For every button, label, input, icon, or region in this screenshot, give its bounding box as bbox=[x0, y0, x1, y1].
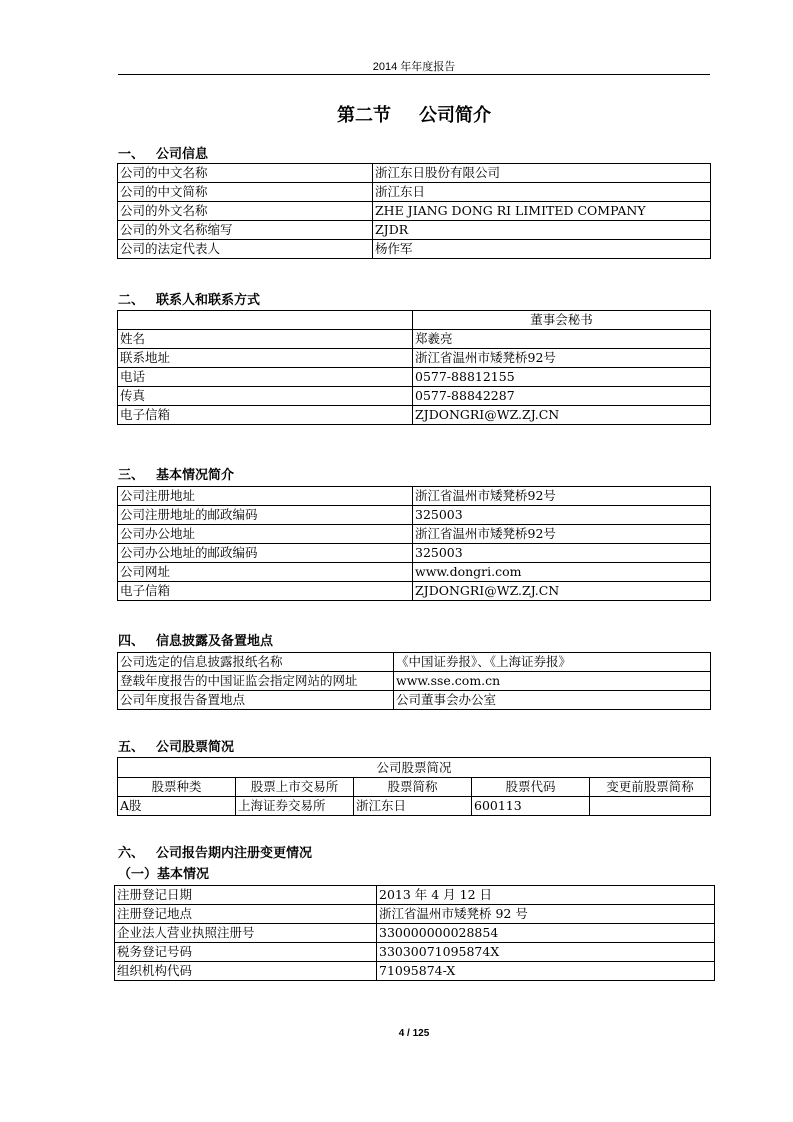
page-number: 4 / 125 bbox=[398, 1028, 430, 1039]
table-header-row bbox=[118, 778, 711, 797]
row-label: 税务登记号码 bbox=[115, 943, 377, 962]
row-value: ZHE JIANG DONG RI LIMITED COMPANY bbox=[373, 202, 711, 221]
column-header: 变更前股票简称 bbox=[590, 778, 711, 797]
row-value: 浙江省温州市矮凳桥 92 号 bbox=[377, 905, 715, 924]
row-value: 《中国证券报》、《上海证券报》 bbox=[394, 653, 711, 672]
row-label: 公司办公地址 bbox=[118, 525, 413, 544]
column-header: 股票上市交易所 bbox=[236, 778, 354, 797]
table-row bbox=[118, 368, 711, 387]
row-value: 公司董事会办公室 bbox=[394, 691, 711, 710]
row-value: 杨作军 bbox=[373, 240, 711, 259]
disclosure-table bbox=[117, 652, 711, 710]
table-header-row bbox=[118, 311, 711, 330]
table-row bbox=[115, 924, 715, 943]
row-value: ZJDONGRI@WZ.ZJ.CN bbox=[413, 406, 711, 425]
table-row bbox=[118, 691, 711, 710]
table-cell: 浙江东日 bbox=[354, 797, 472, 816]
table-row bbox=[118, 202, 711, 221]
table-row bbox=[115, 943, 715, 962]
row-label: 姓名 bbox=[118, 330, 413, 349]
table-cell: 上海证券交易所 bbox=[236, 797, 354, 816]
row-label: 公司办公地址的邮政编码 bbox=[118, 544, 413, 563]
row-label: 组织机构代码 bbox=[115, 962, 377, 981]
row-value: 郑羲亮 bbox=[413, 330, 711, 349]
section-heading-4: 四、 信息披露及备置地点 bbox=[118, 634, 274, 649]
column-header: 股票简称 bbox=[354, 778, 472, 797]
row-label: 登载年度报告的中国证监会指定网站的网址 bbox=[118, 672, 394, 691]
table-row bbox=[118, 387, 711, 406]
row-label: 公司的外文名称 bbox=[118, 202, 373, 221]
row-value: 浙江省温州市矮凳桥92号 bbox=[413, 349, 711, 368]
row-value: 330000000028854 bbox=[377, 924, 715, 943]
table-cell: 600113 bbox=[472, 797, 590, 816]
table-row bbox=[118, 406, 711, 425]
company-info-table bbox=[117, 163, 711, 259]
registration-table bbox=[114, 885, 715, 981]
row-value: 浙江省温州市矮凳桥92号 bbox=[413, 487, 711, 506]
row-value: www.dongri.com bbox=[413, 563, 711, 582]
column-header: 股票种类 bbox=[118, 778, 236, 797]
table-row bbox=[118, 797, 711, 816]
row-label: 公司的中文名称 bbox=[118, 164, 373, 183]
table-row bbox=[115, 905, 715, 924]
row-value: 325003 bbox=[413, 544, 711, 563]
basic-info-table bbox=[117, 486, 711, 601]
row-value: 0577-88842287 bbox=[413, 387, 711, 406]
row-label: 公司注册地址的邮政编码 bbox=[118, 506, 413, 525]
header-divider bbox=[118, 74, 710, 75]
section-heading-1: 一、 公司信息 bbox=[118, 147, 209, 162]
page-header: 2014 年年度报告 bbox=[372, 61, 456, 73]
row-value: ZJDONGRI@WZ.ZJ.CN bbox=[413, 582, 711, 601]
row-label: 公司注册地址 bbox=[118, 487, 413, 506]
row-label: 公司的中文简称 bbox=[118, 183, 373, 202]
row-label: 联系地址 bbox=[118, 349, 413, 368]
table-row bbox=[118, 330, 711, 349]
table-title: 公司股票简况 bbox=[118, 758, 711, 778]
row-value: 33030071095874X bbox=[377, 943, 715, 962]
table-row bbox=[118, 183, 711, 202]
row-label: 电子信箱 bbox=[118, 582, 413, 601]
table-title-row bbox=[118, 758, 711, 778]
table-row bbox=[118, 563, 711, 582]
row-label: 电子信箱 bbox=[118, 406, 413, 425]
table-row bbox=[118, 164, 711, 183]
row-value: ZJDR bbox=[373, 221, 711, 240]
table-cell bbox=[590, 797, 711, 816]
table-row bbox=[118, 240, 711, 259]
row-label: 电话 bbox=[118, 368, 413, 387]
table-row bbox=[115, 962, 715, 981]
stock-table bbox=[117, 757, 711, 816]
row-label: 公司的法定代表人 bbox=[118, 240, 373, 259]
table-row bbox=[118, 506, 711, 525]
table-row bbox=[118, 525, 711, 544]
section-title bbox=[118, 101, 710, 127]
row-value: 325003 bbox=[413, 506, 711, 525]
contact-table bbox=[117, 310, 711, 425]
row-value: 浙江省温州市矮凳桥92号 bbox=[413, 525, 711, 544]
section-heading-2: 二、 联系人和联系方式 bbox=[118, 293, 261, 308]
row-label: 注册登记地点 bbox=[115, 905, 377, 924]
table-row bbox=[118, 349, 711, 368]
row-value: www.sse.com.cn bbox=[394, 672, 711, 691]
row-label: 企业法人营业执照注册号 bbox=[115, 924, 377, 943]
subsection-heading: （一）基本情况 bbox=[118, 867, 210, 882]
column-header: 股票代码 bbox=[472, 778, 590, 797]
section-heading-3: 三、 基本情况简介 bbox=[118, 468, 235, 483]
title-part2: 公司简介 bbox=[419, 105, 491, 126]
table-row bbox=[118, 653, 711, 672]
row-value: 浙江东日 bbox=[373, 183, 711, 202]
section-heading-5: 五、 公司股票简况 bbox=[118, 740, 235, 755]
table-row bbox=[118, 672, 711, 691]
row-label: 公司年度报告备置地点 bbox=[118, 691, 394, 710]
table-cell: A股 bbox=[118, 797, 236, 816]
row-value: 浙江东日股份有限公司 bbox=[373, 164, 711, 183]
column-header: 董事会秘书 bbox=[413, 311, 711, 330]
row-value: 2013 年 4 月 12 日 bbox=[377, 886, 715, 905]
table-row bbox=[118, 487, 711, 506]
row-value: 0577-88812155 bbox=[413, 368, 711, 387]
table-row bbox=[115, 886, 715, 905]
row-value: 71095874-X bbox=[377, 962, 715, 981]
row-label: 公司的外文名称缩写 bbox=[118, 221, 373, 240]
table-row bbox=[118, 544, 711, 563]
row-label: 传真 bbox=[118, 387, 413, 406]
table-row bbox=[118, 582, 711, 601]
row-label: 公司网址 bbox=[118, 563, 413, 582]
table-row bbox=[118, 221, 711, 240]
row-label: 公司选定的信息披露报纸名称 bbox=[118, 653, 394, 672]
row-label: 注册登记日期 bbox=[115, 886, 377, 905]
section-heading-6: 六、 公司报告期内注册变更情况 bbox=[118, 846, 313, 861]
title-part1: 第二节 bbox=[337, 105, 391, 126]
